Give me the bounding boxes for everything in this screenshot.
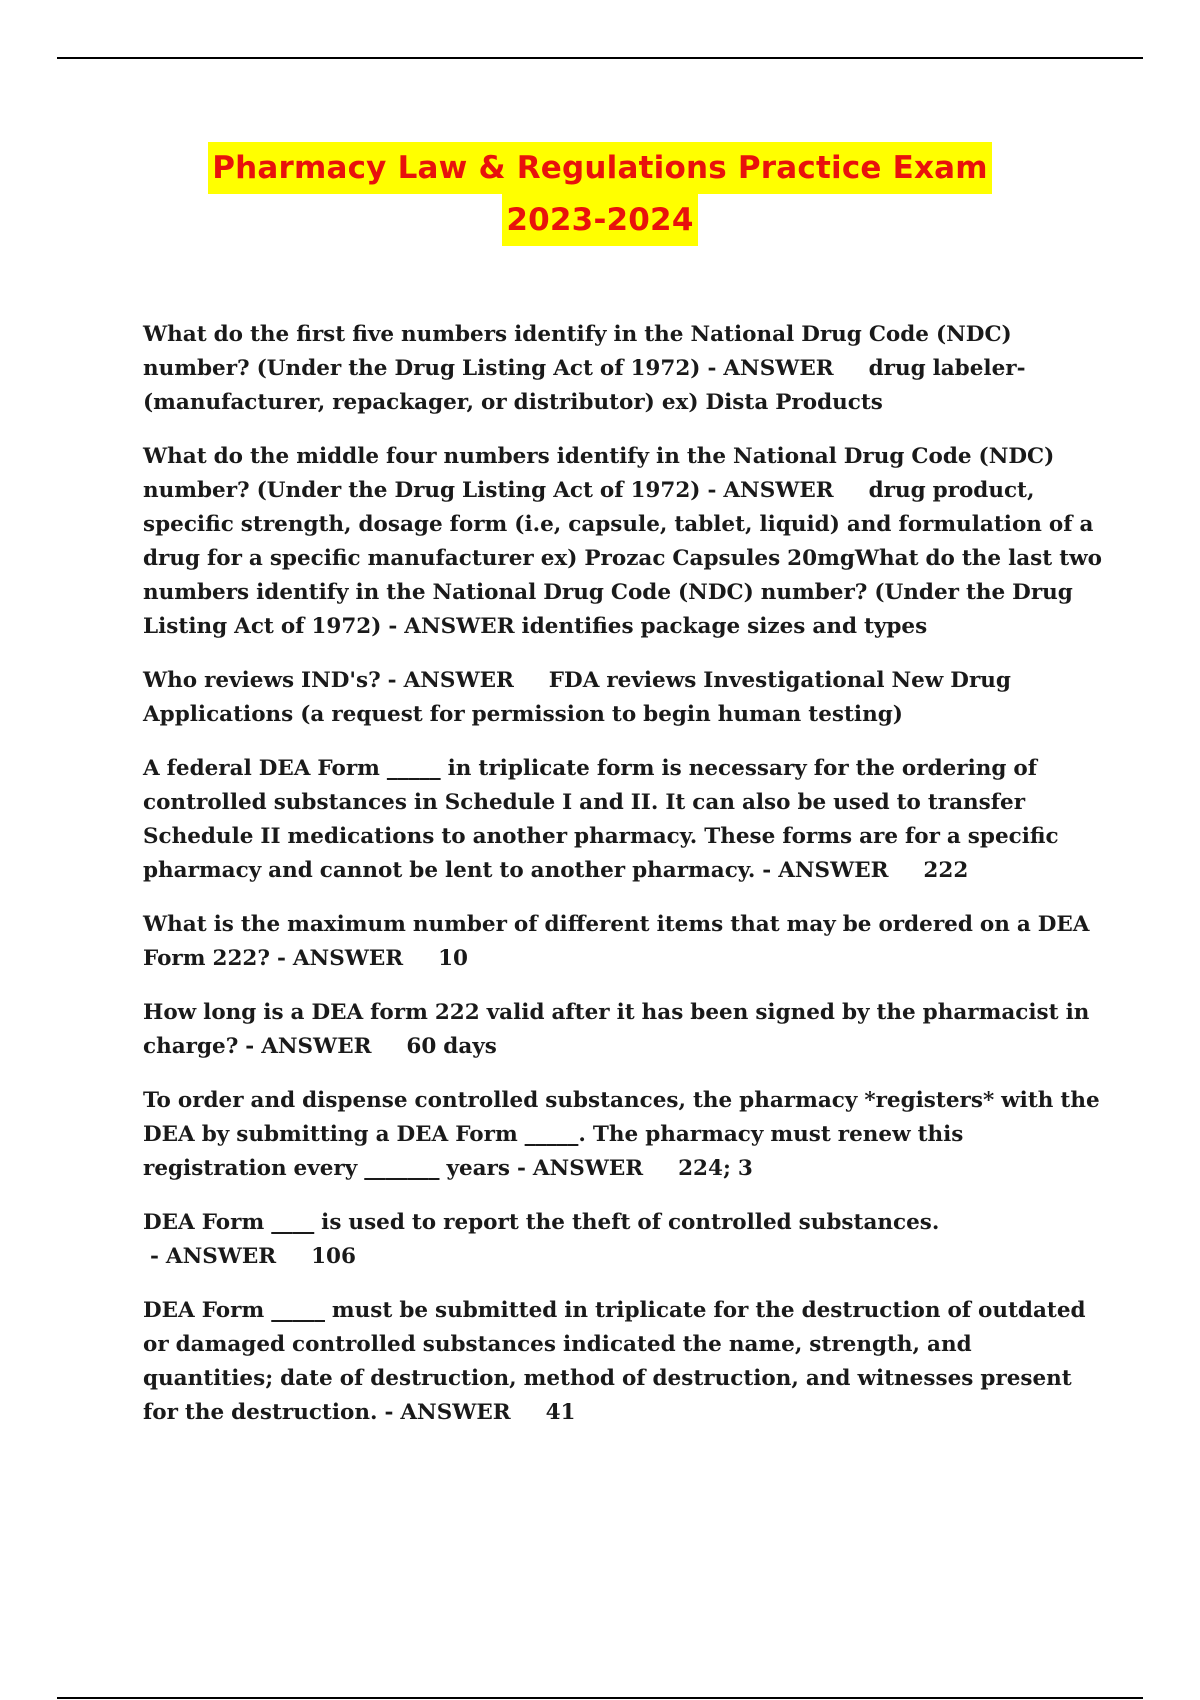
answer-text: drug product, specific strength, dosage form (i.e, capsule, tablet, liquid) and formulation of a drug for a specific manufacturer ex) Prozac Capsules 20mgWhat do the last two numbers identify in the National Drug Code (NDC) number? (Under the Drug Listing Act of 1972) - ANSWER identifies package sizes and types (143, 478, 1102, 639)
question-text: DEA Form _____ must be submitted in triplicate for the destruction of outdated or damaged controlled substances indicated the name, strength, and quantities; date of destruction, method of destruction, and witnesses present for the destruction. (143, 1298, 1086, 1425)
answer-text: FDA reviews Investigational New Drug Applications (a request for permission to begin human testing) (143, 668, 1011, 727)
title-line-2: 2023-2024 (502, 194, 697, 246)
qa-item (143, 318, 1103, 420)
answer-text: 224; 3 (678, 1156, 753, 1181)
answer-separator: - ANSWER (509, 1156, 679, 1181)
answer-separator: - ANSWER (700, 356, 869, 381)
qa-item (143, 664, 1103, 732)
question-text: DEA Form ____ is used to report the theft of controlled substances. (143, 1210, 940, 1235)
answer-text: 106 (311, 1244, 356, 1269)
qa-item (143, 1294, 1103, 1430)
answer-separator: - ANSWER (755, 858, 924, 883)
answer-separator: - ANSWER (269, 946, 439, 971)
answer-text: 41 (545, 1400, 576, 1425)
qa-list (143, 318, 1103, 1450)
answer-separator: - ANSWER (380, 668, 549, 693)
answer-separator: - ANSWER (377, 1400, 546, 1425)
answer-text: 10 (438, 946, 468, 971)
qa-item (143, 1206, 1103, 1274)
answer-separator: - ANSWER (143, 1244, 312, 1269)
document-title (0, 142, 1200, 246)
question-text: A federal DEA Form _____ in triplicate form is necessary for the ordering of controlled substances in Schedule I and II. It can also be used to transfer Schedule II medications to another pharmacy. These forms are for a specific pharmacy and cannot be lent to another pharmacy. (143, 756, 1059, 883)
header-rule (57, 57, 1143, 59)
qa-item (143, 440, 1103, 644)
question-text: What do the first five numbers identify in the National Drug Code (NDC) number? (Under the Drug Listing Act of 1972) (143, 322, 1012, 381)
qa-item (143, 996, 1103, 1064)
answer-separator: - ANSWER (700, 478, 869, 503)
qa-item (143, 752, 1103, 888)
qa-item (143, 1084, 1103, 1186)
answer-separator: - ANSWER (238, 1034, 407, 1059)
answer-text: drug labeler-(manufacturer, repackager, or distributor) ex) Dista Products (143, 356, 1026, 415)
qa-item (143, 908, 1103, 976)
answer-text: 60 days (406, 1034, 497, 1059)
question-text: To order and dispense controlled substances, the pharmacy *registers* with the DEA by submitting a DEA Form _____. The pharmacy must renew this registration every _______ years (143, 1088, 1100, 1181)
answer-text: 222 (923, 858, 969, 883)
title-line-1: Pharmacy Law & Regulations Practice Exam (208, 142, 992, 194)
question-text: How long is a DEA form 222 valid after it has been signed by the pharmacist in charge? (143, 1000, 1090, 1059)
question-text: Who reviews IND's? (143, 668, 381, 693)
footer-rule (57, 1697, 1143, 1699)
question-text: What do the middle four numbers identify in the National Drug Code (NDC) number? (Under the Drug Listing Act of 1972) (143, 444, 1055, 503)
question-text: What is the maximum number of different items that may be ordered on a DEA Form 222? (143, 912, 1090, 971)
